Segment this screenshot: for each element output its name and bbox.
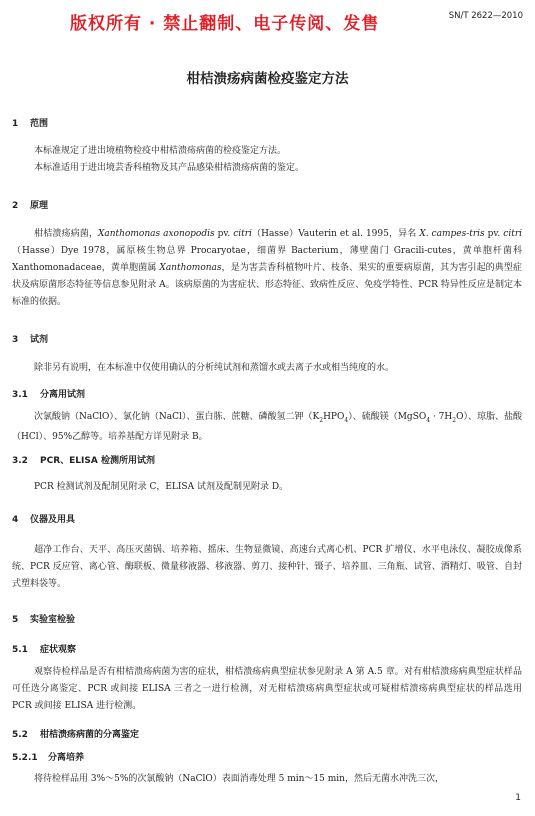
section-5-1-heading: 5.1 症状观察	[12, 645, 77, 655]
page-number: 1	[515, 793, 521, 803]
section-1-paragraph-2: 本标准适用于进出境芸香科植物及其产品感染柑桔溃疡病菌的鉴定。	[34, 163, 305, 173]
section-4-heading: 4 仪器及用具	[12, 515, 76, 525]
copyright-watermark: 版权所有 · 禁止翻制、电子传阅、发售	[70, 14, 380, 34]
section-1-paragraph-1: 本标准规定了进出境植物检疫中柑桔溃疡病菌的检疫鉴定方法。	[34, 146, 287, 156]
section-5-2-heading: 5.2 柑桔溃疡病菌的分离鉴定	[12, 730, 140, 740]
section-5-2-1-heading: 5.2.1 分离培养	[12, 753, 85, 763]
section-3-1-heading: 3.1 分离用试剂	[12, 390, 86, 400]
section-5-2-1-paragraph: 将待检样品用 3%～5%的次氯酸钠（NaClO）表面消毒处理 5 min～15 min，然后无菌水冲洗三次，	[34, 774, 444, 784]
section-5-1-paragraph: 观察待检样品是否有柑桔溃疡病菌为害的症状，柑桔溃疡病典型症状参见附录 A 第 A.5 章。对有柑桔溃疡病典型症状样品可任选分离鉴定、PCR 或间接 ELISA 三者之一进行检测，对无柑桔溃疡病典型症状或可疑柑桔溃疡病典型症状的样品选用 PCR 或间接 ELISA 进行检测。	[12, 667, 522, 711]
section-2-heading: 2 原理	[12, 201, 49, 211]
section-3-1-paragraph: 次氯酸钠（NaClO）、氯化钠（NaCl）、蛋白胨、蔗糖、磷酸氢二钾$(K_2HPO_4)$、硫酸镁（MgSO$_4$ · $7H_2O$）、琼脂、盐酸（HCl）、95%乙醇等。培养基配方详见附录 B。	[12, 412, 522, 442]
section-3-2-heading: 3.2 PCR、ELISA 检测所用试剂	[12, 456, 155, 466]
section-5-heading: 5 实验室检验	[12, 615, 76, 625]
section-1-heading: 1 范围	[12, 119, 49, 129]
section-3-paragraph: 除非另有说明，在本标准中仅使用确认的分析纯试剂和蒸馏水或去离子水或相当纯度的水。	[34, 363, 395, 373]
section-3-heading: 3 试剂	[12, 335, 49, 345]
document-title: 柑桔溃疡病菌检疫鉴定方法	[186, 71, 349, 87]
standard-number: SN/T 2622—2010	[448, 11, 523, 21]
section-2-paragraph: 柑桔溃疡病菌，Xanthomonas axonopodis pv. citri（Hasse）Vauterin et al. 1995，异名 X. campes-tris pv. citri（Hasse）Dye 1978，属原核生物总界 Procaryotae，细菌界 Bacterium，薄壁菌门 Gracili-cutes，黄单胞杆菌科 Xanthomonadaceae，黄单胞菌属 Xanthomonas，是为害芸香科植物叶片、枝条、果实的重要病原菌，其为害引起的典型症状及病原菌形态特征等信息参见附录 A。该病原菌的为害症状、形态特征、致病性反应、免疫学特性、PCR 特异性反应是制定本标准的依据。	[12, 229, 522, 307]
section-4-paragraph: 超净工作台、天平、高压灭菌锅、培养箱、摇床、生物显微镜、高速台式离心机、PCR 扩增仪、水平电泳仪、凝胶成像系统、PCR 反应管、离心管、酶联板、微量移液器、移液器、剪刀、接种针、镊子、培养皿、三角瓶、试管、酒精灯、吸管、自封式塑料袋等。	[12, 545, 522, 589]
section-3-2-paragraph: PCR 检测试剂及配制见附录 C，ELISA 试剂及配制见附录 D。	[34, 482, 289, 492]
